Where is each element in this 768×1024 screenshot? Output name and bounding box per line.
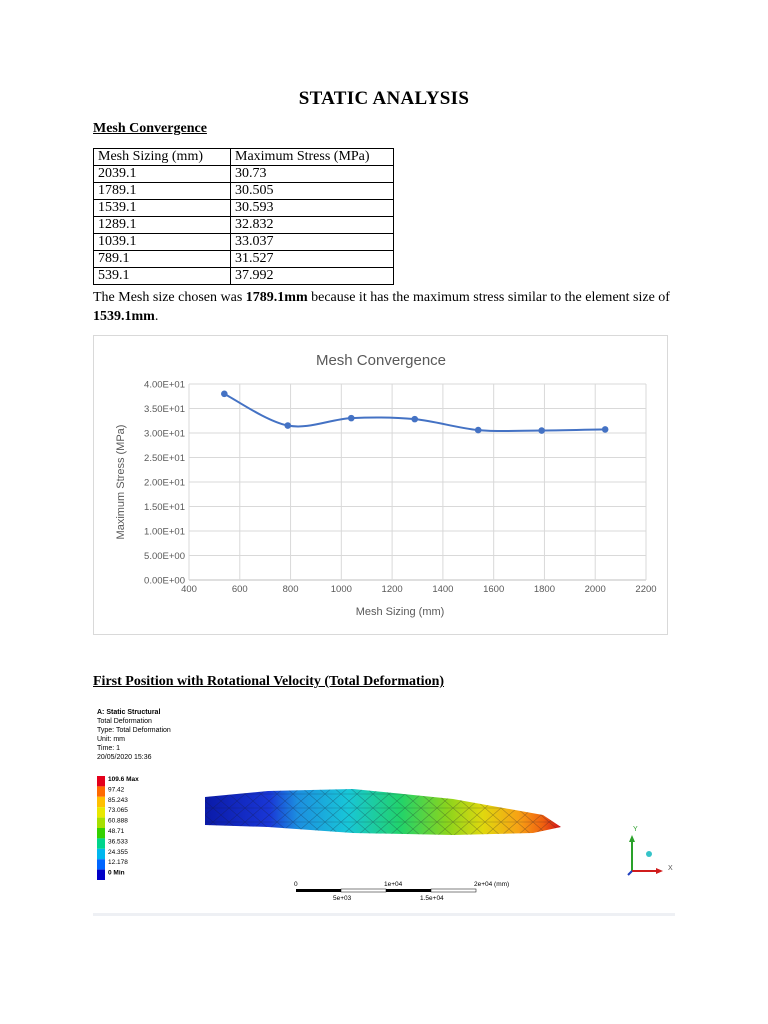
data-point [284, 422, 291, 429]
chosen-size: 1789.1mm [245, 290, 308, 305]
y-tick-label: 4.00E+01 [144, 379, 185, 391]
data-point [602, 426, 609, 433]
scale-label: 0 [294, 881, 298, 888]
legend-swatch [97, 859, 105, 869]
maximum-stress-cell: 30.73 [231, 166, 394, 183]
legend-label: 85.243 [108, 796, 128, 804]
mesh-sizing-cell: 539.1 [94, 268, 231, 285]
triad-ball [646, 851, 652, 857]
mesh-sizing-cell: 1539.1 [94, 200, 231, 217]
legend-swatch [97, 807, 105, 817]
legend-swatch [97, 776, 105, 786]
x-tick-label: 1400 [432, 584, 454, 595]
paragraph-text: because it has the maximum stress similar to the element size of [307, 290, 670, 305]
analysis-info-line: Total Deformation [97, 718, 152, 725]
legend-swatch [97, 828, 105, 838]
legend-swatch [97, 797, 105, 807]
legend-swatch [97, 818, 105, 828]
mesh-choice-paragraph [93, 288, 673, 326]
triad-y-label: Y [633, 826, 638, 833]
axis-triad [628, 826, 673, 875]
scale-label: 2e+04 (mm) [474, 881, 510, 888]
table-row [94, 166, 394, 183]
chart-y-axis-label: Maximum Stress (MPa) [115, 424, 127, 540]
legend-label: 97.42 [108, 786, 125, 794]
y-tick-label: 3.00E+01 [144, 428, 185, 440]
maximum-stress-cell: 32.832 [231, 217, 394, 234]
x-tick-label: 800 [282, 584, 299, 595]
deformation-result-image [93, 703, 675, 915]
data-point [538, 427, 545, 434]
y-axis-arrowhead [629, 835, 635, 842]
x-tick-label: 1600 [483, 584, 505, 595]
analysis-info-line: Time: 1 [97, 745, 121, 752]
x-tick-label: 2000 [584, 584, 606, 595]
deformation-canvas [93, 703, 675, 915]
legend-label: 73.065 [108, 807, 128, 815]
x-tick-label: 600 [231, 584, 248, 595]
triad-x-label: X [668, 865, 673, 872]
header-maximum-stress: Maximum Stress (MPa) [231, 149, 394, 166]
mesh-sizing-cell: 1289.1 [94, 217, 231, 234]
chart-title: Mesh Convergence [315, 352, 447, 369]
legend-swatch [97, 870, 105, 880]
x-tick-label: 2200 [635, 584, 657, 595]
x-axis-arrowhead [656, 868, 663, 874]
scale-label: 1e+04 [384, 881, 403, 888]
legend-label: 24.355 [108, 848, 128, 856]
legend-label: 36.533 [108, 838, 128, 846]
legend-swatch [97, 849, 105, 859]
legend-label: 48.71 [108, 828, 125, 835]
page-title: STATIC ANALYSIS [298, 88, 470, 109]
x-tick-label: 1000 [330, 584, 352, 595]
z-axis-arrow [628, 871, 632, 875]
data-point [411, 416, 418, 423]
legend-swatch [97, 786, 105, 796]
table-row [94, 200, 394, 217]
series-line [224, 394, 605, 431]
legend-label: 0 Min [108, 869, 125, 877]
legend-swatch [97, 838, 105, 848]
x-tick-label: 1800 [533, 584, 556, 595]
scale-label: 5e+03 [333, 895, 352, 902]
table-row [94, 234, 394, 251]
maximum-stress-cell: 37.992 [231, 268, 394, 285]
x-tick-label: 400 [181, 584, 197, 595]
data-point [221, 391, 228, 398]
legend-label: 12.178 [108, 859, 128, 867]
paragraph-text: The Mesh size chosen was [93, 290, 246, 305]
mesh-convergence-chart [93, 335, 668, 635]
y-tick-label: 1.50E+01 [144, 502, 185, 513]
table-header-row [94, 149, 394, 166]
maximum-stress-cell: 30.593 [231, 200, 394, 217]
compared-size: 1539.1mm [93, 309, 155, 324]
table-row [94, 251, 394, 268]
y-tick-label: 0.00E+00 [144, 575, 185, 587]
chart-canvas [94, 336, 669, 636]
analysis-info-line: Unit: mm [97, 736, 125, 743]
y-tick-label: 3.50E+01 [144, 404, 185, 415]
mesh-sizing-cell: 789.1 [94, 251, 231, 268]
legend-label: 60.888 [108, 817, 128, 825]
analysis-title: A: Static Structural [97, 709, 161, 716]
mesh-convergence-heading: Mesh Convergence [93, 121, 207, 136]
rotational-velocity-heading: First Position with Rotational Velocity (Total Deformation) [93, 674, 445, 689]
table-row [94, 268, 394, 285]
maximum-stress-cell: 33.037 [231, 234, 394, 251]
y-tick-label: 1.00E+01 [144, 526, 185, 538]
legend-label: 109.6 Max [108, 776, 139, 783]
analysis-info-line: 20/05/2020 15:36 [97, 754, 152, 761]
mesh-sizing-cell: 1789.1 [94, 183, 231, 200]
paragraph-text: . [154, 309, 159, 324]
data-point [475, 427, 482, 434]
chart-x-axis-label: Mesh Sizing (mm) [355, 606, 445, 618]
scale-bar-segment [431, 889, 476, 892]
blade-mesh [205, 789, 561, 835]
header-mesh-sizing: Mesh Sizing (mm) [94, 149, 231, 166]
maximum-stress-cell: 30.505 [231, 183, 394, 200]
maximum-stress-cell: 31.527 [231, 251, 394, 268]
y-tick-label: 2.50E+01 [144, 453, 185, 464]
x-tick-label: 1200 [381, 584, 403, 595]
y-tick-label: 2.00E+01 [144, 477, 185, 489]
table-row [94, 183, 394, 200]
mesh-sizing-cell: 2039.1 [94, 166, 231, 183]
data-point [348, 415, 355, 422]
scale-bar-segment [341, 889, 386, 892]
mesh-table [93, 148, 394, 285]
analysis-info-line: Type: Total Deformation [97, 727, 171, 734]
mesh-sizing-cell: 1039.1 [94, 234, 231, 251]
table-row [94, 217, 394, 234]
scale-label: 1.5e+04 [420, 895, 444, 902]
image-bottom-border [93, 913, 675, 916]
y-tick-label: 5.00E+00 [144, 551, 185, 562]
